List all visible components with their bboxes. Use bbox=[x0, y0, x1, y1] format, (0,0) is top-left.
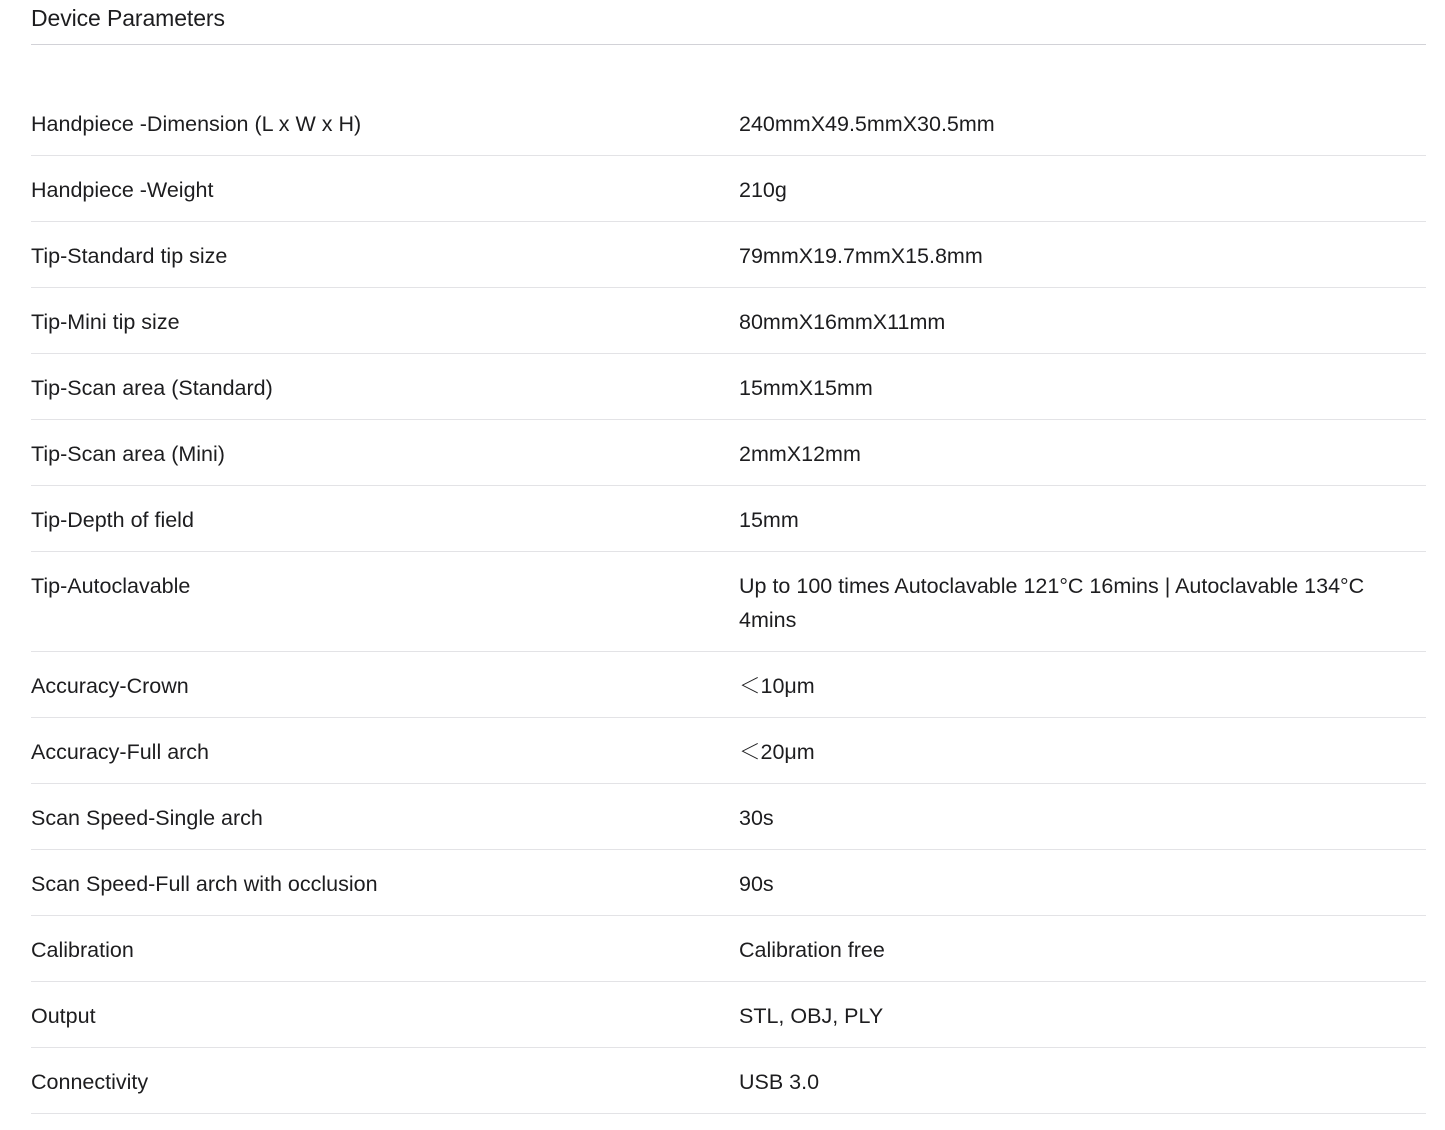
spec-value: 15mmX15mm bbox=[739, 376, 873, 400]
spec-label: Tip-Scan area (Mini) bbox=[31, 442, 225, 466]
spec-value: USB 3.0 bbox=[739, 1070, 820, 1094]
spec-label: Calibration bbox=[31, 938, 134, 962]
spec-row bbox=[31, 1048, 1426, 1114]
spec-value: 15mm bbox=[739, 508, 799, 532]
spec-value: 2mmX12mm bbox=[739, 442, 861, 466]
spec-label: Tip-Scan area (Standard) bbox=[31, 376, 273, 400]
spec-row bbox=[31, 982, 1426, 1048]
spec-row bbox=[31, 420, 1426, 486]
spec-row bbox=[31, 552, 1426, 652]
spec-row bbox=[31, 486, 1426, 552]
spec-value: 90s bbox=[739, 872, 774, 896]
spec-label: Tip-Autoclavable bbox=[31, 574, 191, 598]
spec-label: Connectivity bbox=[31, 1070, 149, 1094]
spec-value: 240mmX49.5mmX30.5mm bbox=[739, 112, 995, 136]
spec-value: ＜20μm bbox=[739, 740, 815, 764]
spec-value: STL, OBJ, PLY bbox=[739, 1004, 884, 1028]
spec-label: Tip-Mini tip size bbox=[31, 310, 180, 334]
spec-label: Accuracy-Crown bbox=[31, 674, 189, 698]
spec-row bbox=[31, 156, 1426, 222]
spec-row bbox=[31, 850, 1426, 916]
spec-label: Handpiece -Dimension (L x W x H) bbox=[31, 112, 362, 136]
spec-value: ＜10μm bbox=[739, 674, 815, 698]
spec-value: 79mmX19.7mmX15.8mm bbox=[739, 244, 983, 268]
spec-label: Tip-Depth of field bbox=[31, 508, 194, 532]
spec-value: 30s bbox=[739, 806, 774, 830]
section-title: Device Parameters bbox=[31, 5, 225, 31]
spec-value: 210g bbox=[739, 178, 787, 202]
spec-row bbox=[31, 916, 1426, 982]
spec-label: Accuracy-Full arch bbox=[31, 740, 210, 764]
section-header bbox=[31, 0, 1426, 45]
spec-table bbox=[31, 90, 1426, 1114]
spec-label: Scan Speed-Single arch bbox=[31, 806, 263, 830]
spec-row bbox=[31, 718, 1426, 784]
spec-row bbox=[31, 784, 1426, 850]
spec-row bbox=[31, 288, 1426, 354]
spec-value: Calibration free bbox=[739, 938, 885, 962]
spec-row bbox=[31, 222, 1426, 288]
spec-row bbox=[31, 652, 1426, 718]
spec-label: Output bbox=[31, 1004, 96, 1028]
spec-value: 80mmX16mmX11mm bbox=[739, 310, 946, 334]
spec-label: Handpiece -Weight bbox=[31, 178, 214, 202]
spec-row bbox=[31, 90, 1426, 156]
spec-label: Tip-Standard tip size bbox=[31, 244, 228, 268]
spec-label: Scan Speed-Full arch with occlusion bbox=[31, 872, 378, 896]
spec-value: Up to 100 times Autoclavable 121°C 16mins | Autoclavable 134°C 4mins bbox=[739, 574, 1365, 632]
spec-row bbox=[31, 354, 1426, 420]
